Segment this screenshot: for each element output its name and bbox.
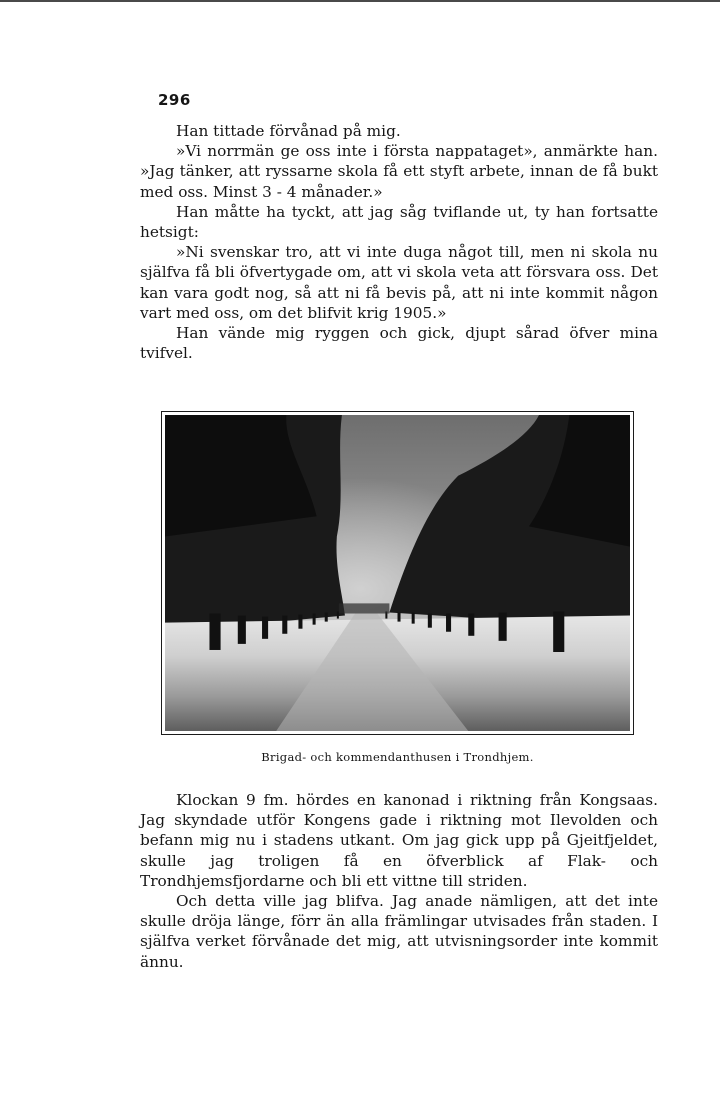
top-edge-rule xyxy=(0,0,720,2)
tree-avenue-photograph xyxy=(165,415,630,731)
body-text-bottom xyxy=(140,790,658,972)
body-text-top xyxy=(140,121,658,363)
paragraph: Han vände mig ryggen och gick, djupt sårad öfver mina tvifvel. xyxy=(140,324,658,363)
paragraph: »Ni svenskar tro, att vi inte duga något till, men ni skola nu själfva få bli öfvertygade om, att vi skola veta att försvara oss. Det kan vara godt nog, så att ni få bevis på, att ni inte kommit någon vart med oss, om det blifvit krig 1905.» xyxy=(140,243,658,322)
paragraph: Han tittade förvånad på mig. xyxy=(176,122,401,140)
paragraph: Och detta ville jag blifva. Jag anade nämligen, att det inte skulle dröja länge, förr än alla främlingar utvisades från staden. I själfva verket förvånade det mig, att utvisningsorder inte kommit ännu. xyxy=(140,892,658,971)
photograph-frame xyxy=(161,411,634,735)
figure-caption: Brigad- och kommendanthusen i Trondhjem. xyxy=(261,750,534,764)
paragraph: »Vi norrmän ge oss inte i första nappataget», anmärkte han. »Jag tänker, att ryssarne skola få ett styft arbete, innan de få bukt med oss. Minst 3 - 4 månader.» xyxy=(140,142,658,201)
paragraph: Han måtte ha tyckt, att jag såg tviflande ut, ty han fortsatte hetsigt: xyxy=(140,202,658,242)
page-number: 296 xyxy=(158,91,191,109)
paragraph: Klockan 9 fm. hördes en kanonad i riktning från Kongsaas. Jag skyndade utför Kongens gade i riktning mot Ilevolden och befann mig nu i stadens utkant. Om jag gick upp på Gjeitfjeldet, skulle jag troligen få en öfverblick af Flak- och Trondhjemsfjordarne och bli ett vittne till striden. xyxy=(140,791,658,890)
